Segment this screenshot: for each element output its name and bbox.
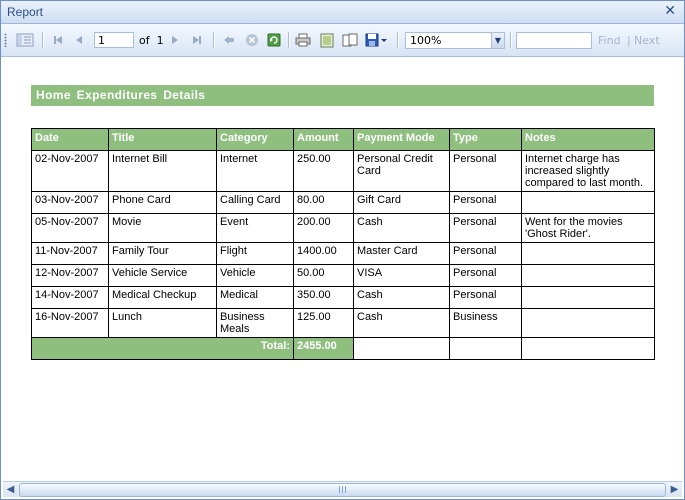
window-title: Report [7, 5, 44, 19]
table-cell [522, 265, 655, 287]
total-row [32, 338, 655, 360]
next-page-icon [169, 34, 181, 46]
table-cell [522, 309, 655, 338]
table-cell: Internet charge has increased slightly compared to last month. [522, 151, 655, 192]
table-row [32, 192, 655, 214]
table-cell: Lunch [109, 309, 217, 338]
table-cell: 350.00 [294, 287, 354, 309]
table-cell [522, 192, 655, 214]
scrollbar-thumb[interactable] [19, 483, 666, 497]
column-header: Notes [522, 129, 655, 151]
table-cell: Phone Card [109, 192, 217, 214]
column-header: Category [217, 129, 294, 151]
table-cell: Medical Checkup [109, 287, 217, 309]
table-cell: Calling Card [217, 192, 294, 214]
column-header: Type [450, 129, 522, 151]
toolbar-separator [288, 32, 290, 48]
table-cell: Personal [450, 214, 522, 243]
table-cell: 16-Nov-2007 [32, 309, 109, 338]
table-cell: Vehicle [217, 265, 294, 287]
table-cell: Internet Bill [109, 151, 217, 192]
previous-page-icon [73, 34, 85, 46]
horizontal-scrollbar[interactable] [3, 481, 682, 497]
table-cell: 250.00 [294, 151, 354, 192]
page-setup-button[interactable] [341, 32, 359, 48]
table-cell: Personal [450, 243, 522, 265]
table-row [32, 287, 655, 309]
back-button[interactable] [221, 32, 237, 48]
table-cell: Gift Card [354, 192, 450, 214]
table-cell: Cash [354, 287, 450, 309]
table-row [32, 151, 655, 192]
zoom-value: 100% [410, 34, 442, 47]
total-pages: 1 [156, 34, 164, 47]
table-cell: 125.00 [294, 309, 354, 338]
print-icon [295, 33, 311, 47]
table-cell: Family Tour [109, 243, 217, 265]
table-row [32, 214, 655, 243]
page-setup-icon [342, 33, 358, 47]
table-cell: Vehicle Service [109, 265, 217, 287]
table-cell: Medical [217, 287, 294, 309]
document-map-button[interactable] [15, 32, 35, 48]
table-cell: 14-Nov-2007 [32, 287, 109, 309]
table-cell: Personal [450, 287, 522, 309]
current-page-input[interactable] [94, 32, 134, 48]
last-page-icon [191, 34, 203, 46]
chevron-down-icon[interactable]: ▼ [491, 33, 504, 48]
toolbar-separator [510, 32, 512, 48]
table-cell [522, 338, 655, 360]
table-cell: 80.00 [294, 192, 354, 214]
export-button[interactable] [364, 32, 390, 48]
table-cell: Business [450, 309, 522, 338]
toolbar-separator [42, 32, 44, 48]
table-cell: Movie [109, 214, 217, 243]
print-button[interactable] [294, 32, 312, 48]
table-cell: Flight [217, 243, 294, 265]
table-header-row [32, 129, 655, 151]
table-cell: 05-Nov-2007 [32, 214, 109, 243]
stop-icon [245, 33, 259, 47]
document-map-icon [16, 33, 34, 47]
table-cell: 200.00 [294, 214, 354, 243]
first-page-button[interactable] [51, 32, 65, 48]
scroll-right-icon[interactable]: ▶ [670, 484, 679, 495]
column-header: Payment Mode [354, 129, 450, 151]
next-page-button[interactable] [168, 32, 182, 48]
table-cell: Personal [450, 151, 522, 192]
table-cell: 11-Nov-2007 [32, 243, 109, 265]
table-row [32, 265, 655, 287]
last-page-button[interactable] [190, 32, 204, 48]
scrollbar-grip [339, 486, 347, 493]
table-cell: Cash [354, 214, 450, 243]
close-button[interactable]: ✕ [664, 3, 676, 19]
export-save-icon [365, 33, 389, 47]
first-page-icon [52, 34, 64, 46]
table-cell: 02-Nov-2007 [32, 151, 109, 192]
table-cell: Master Card [354, 243, 450, 265]
total-label: Total: [32, 338, 294, 360]
column-header: Amount [294, 129, 354, 151]
page-of-label: of 1 [139, 34, 164, 47]
scroll-left-icon[interactable]: ◀ [6, 484, 15, 495]
zoom-select[interactable] [405, 32, 505, 49]
table-cell: Cash [354, 309, 450, 338]
table-cell: 50.00 [294, 265, 354, 287]
table-cell [450, 338, 522, 360]
refresh-icon [267, 33, 281, 47]
print-layout-icon [320, 33, 334, 48]
expenditures-table [31, 128, 655, 360]
table-row [32, 309, 655, 338]
stop-button[interactable] [244, 32, 260, 48]
table-cell: Event [217, 214, 294, 243]
toolbar-separator [397, 32, 399, 48]
title-bar [1, 1, 684, 24]
find-separator: | [627, 34, 631, 47]
column-header: Date [32, 129, 109, 151]
table-cell: 12-Nov-2007 [32, 265, 109, 287]
table-cell: Business Meals [217, 309, 294, 338]
report-viewer[interactable] [3, 57, 682, 481]
table-cell: 1400.00 [294, 243, 354, 265]
back-icon [222, 33, 236, 47]
table-cell: 03-Nov-2007 [32, 192, 109, 214]
refresh-button[interactable] [266, 32, 282, 48]
table-row [32, 243, 655, 265]
table-cell: Internet [217, 151, 294, 192]
find-next-link[interactable]: Next [634, 34, 660, 47]
report-heading: Home Expenditures Details [31, 85, 654, 106]
find-link[interactable]: Find [598, 34, 621, 47]
toolbar-separator [213, 32, 215, 48]
report-toolbar [1, 24, 684, 57]
table-cell [354, 338, 450, 360]
table-cell [522, 287, 655, 309]
table-cell: Went for the movies 'Ghost Rider'. [522, 214, 655, 243]
table-cell: Personal [450, 265, 522, 287]
table-cell [522, 243, 655, 265]
column-header: Title [109, 129, 217, 151]
print-layout-button[interactable] [318, 32, 336, 48]
table-cell: Personal Credit Card [354, 151, 450, 192]
find-input[interactable] [516, 32, 592, 49]
table-cell: Personal [450, 192, 522, 214]
total-value: 2455.00 [294, 338, 354, 360]
previous-page-button[interactable] [72, 32, 86, 48]
toolbar-grip[interactable] [4, 33, 7, 47]
table-cell: VISA [354, 265, 450, 287]
